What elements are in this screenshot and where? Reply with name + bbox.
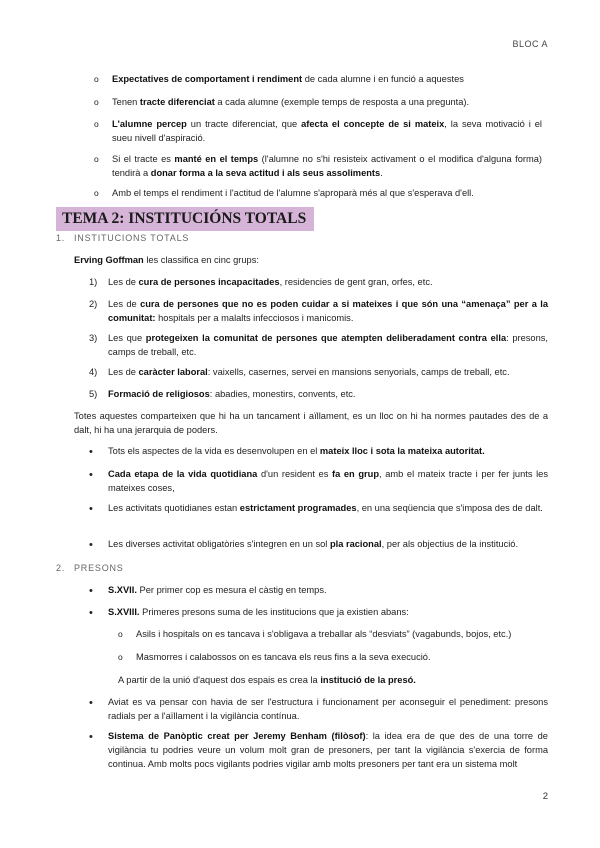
section-heading-2 [56, 562, 124, 576]
bold-text: estrictament programades [239, 503, 357, 513]
list-number: 2) [89, 299, 98, 309]
rich-text [136, 652, 431, 662]
presons-subitem [118, 651, 546, 665]
text-run: Masmorres i calabossos on es tancava els reus fins a la seva execució. [136, 652, 431, 662]
group-item [89, 366, 548, 380]
bold-text: donar forma a la seva actitud i als seus assoliments [150, 167, 381, 178]
summary-paragraph: Totes aquestes comparteixen que hi ha un tancament i aïllament, es un lloc on hi ha normes pautades des de a dalt, hi ha una jerarquia de poders. [74, 411, 548, 435]
rich-text [74, 255, 259, 265]
intro-item [94, 73, 542, 87]
list-marker: o [94, 119, 99, 129]
list-number: 3) [89, 333, 98, 343]
text-run: : vaixells, casernes, servei en mansions senyorials, camps de treball, etc. [207, 367, 510, 377]
bold-text: Cada etapa de la vida quotidiana [108, 469, 258, 479]
section-title: PRESONS [74, 563, 124, 573]
bullet: • [89, 503, 93, 515]
presons-item [89, 606, 548, 620]
text-run: Les diverses activitat obligatòries s'integren en un sol [108, 539, 330, 549]
intro-item [94, 118, 542, 146]
intro-item [94, 153, 542, 181]
bullet: • [89, 539, 93, 551]
bullet: • [89, 697, 93, 709]
bullet: • [89, 585, 93, 597]
bold-text: fa en grup [332, 469, 380, 479]
feature-item [89, 445, 548, 459]
text-run: les classifica en cinc grups: [143, 255, 259, 265]
text-run: Les de [108, 367, 139, 377]
bullet: • [89, 446, 93, 458]
list-marker: o [94, 97, 99, 107]
list-number: 1) [89, 277, 98, 287]
group-item [89, 388, 548, 402]
text-run: Asils i hospitals on es tancava i s'obligava a treballar als “desviats” (vagabunds, bojos, etc.) [136, 629, 512, 639]
page-number: 2 [542, 791, 548, 802]
bold-text: L'alumne percep [112, 119, 187, 129]
text-run: : abadies, monestirs, convents, etc. [209, 389, 356, 399]
bold-text: afecta el concepte de si mateix [301, 119, 445, 129]
list-marker: o [94, 74, 99, 84]
group-item [89, 276, 548, 290]
bullet: • [89, 469, 93, 481]
text-run: Les de [108, 277, 139, 287]
rich-text [108, 446, 485, 456]
bold-text: S.XVII. [108, 585, 137, 595]
list-number: 5) [89, 389, 98, 399]
presons-item [89, 696, 548, 724]
text-run: Si el tracte es [112, 154, 175, 164]
bold-text: Formació de religiosos [108, 389, 210, 399]
text-run: Les de [108, 299, 141, 309]
bold-text: Expectatives de comportament i rendiment [112, 74, 303, 84]
goffman-intro [74, 254, 548, 268]
text-run: : presons, camps de treball, etc. [108, 333, 549, 357]
list-marker: o [94, 154, 99, 164]
text-run: Primeres presons suma de les institucions que ja existien abans: [139, 607, 409, 617]
list-marker: o [118, 629, 123, 639]
text-run: Tenen [112, 97, 140, 107]
bold-text: Erving Goffman [74, 255, 144, 265]
text-run: Aviat es va pensar con havia de ser l'estructura i funcionament per aconseguir el penediment: presons radials per a l'aïllament i la vigilància contínua. [108, 697, 548, 721]
rich-text [112, 119, 542, 143]
bold-text: protegeixen la comunitat de persones que atempten deliberadament contra ella [145, 333, 507, 343]
text-run: Per primer cop es mesura el càstig en temps. [136, 585, 327, 595]
tema-heading: TEMA 2: INSTITUCIÓNS TOTALS [56, 207, 314, 231]
text-run: , residencies de gent gran, orfes, etc. [279, 277, 433, 287]
rich-text [108, 299, 548, 323]
text-run: Tots els aspectes de la vida es desenvolupen en el [108, 446, 320, 456]
text-run: d'un resident es [257, 469, 332, 479]
feature-item [89, 538, 548, 552]
text-run: un tracte diferenciat, que [186, 119, 302, 129]
presons-item [89, 584, 548, 598]
rich-text [108, 607, 409, 617]
rich-text [108, 539, 518, 549]
section-heading-1 [56, 232, 189, 246]
list-marker: o [94, 188, 99, 198]
text-run: : la idea era de que des de una torre de vigilància tu podries veure un volum molt gran de presoners, per tant la vigilància s'exercia de forma continua. Amb molts pocs vigilants podries vigilar amb molts presoners per tant era un sistema molt [108, 731, 548, 769]
bold-text: pla racional [329, 539, 382, 549]
rich-text [108, 367, 510, 377]
rich-text [108, 503, 543, 513]
bold-text: Sistema de Panòptic creat per Jeremy Benham (filòsof) [108, 731, 366, 741]
rich-text [108, 697, 548, 721]
rich-text [108, 469, 548, 493]
text-run: , per als objectius de la institució. [381, 539, 519, 549]
text-run: , la seva motivació i el sueu nivell d'aspiració. [112, 119, 542, 143]
bold-text: tracte diferenciat [139, 97, 215, 107]
section-number: 1. [56, 233, 66, 243]
rich-text [136, 629, 511, 639]
presons-subitem [118, 628, 546, 642]
bold-text: mateix lloc i sota la mateixa autoritat. [319, 446, 485, 456]
bold-text: manté en el temps [174, 154, 259, 164]
bullet: • [89, 607, 93, 619]
text-run: A partir de la unió d'aquest dos espais es crea la [118, 675, 321, 685]
rich-text [108, 333, 548, 357]
bold-text: cura de persones que no es poden cuidar a si mateixes i que són una “amenaça” per a la comunitat: [108, 299, 548, 323]
feature-item [89, 468, 549, 496]
group-item [89, 298, 548, 326]
rich-text [112, 154, 542, 178]
text-run: de cada alumne i en funció a aquestes [302, 74, 464, 84]
text-run: Amb el temps el rendiment i l'actitud de l'alumne s'aproparà més al que s'esperava d'ell. [112, 188, 474, 198]
rich-text [108, 731, 548, 769]
text-run: a cada alumne (exemple temps de resposta a una pregunta). [214, 97, 470, 107]
intro-item [94, 187, 542, 201]
bold-text: S.XVIII. [108, 607, 140, 617]
list-number: 4) [89, 367, 98, 377]
rich-text [108, 585, 327, 595]
bullet: • [89, 731, 93, 743]
rich-text [112, 74, 464, 84]
rich-text [108, 277, 433, 287]
text-run: (l'alumne no s'hi resisteix activament o el modifica d'alguna forma) tendirà a [112, 154, 542, 178]
section-number: 2. [56, 563, 66, 573]
text-run: . [380, 167, 383, 178]
section-title: INSTITUCIONS TOTALS [74, 233, 190, 243]
intro-item [94, 96, 542, 110]
text-run: , amb el mateix tracte i per fer junts les mateixes coses, [108, 469, 549, 493]
text-run: Les que [108, 333, 146, 343]
bold-text: caràcter laboral [138, 367, 208, 377]
rich-text [108, 389, 356, 399]
list-marker: o [118, 652, 123, 662]
page-header: BLOC A [512, 39, 548, 49]
text-run: hospitals per a malalts infecciosos i manicomis. [155, 312, 354, 323]
bold-text: institució de la presó. [320, 675, 416, 685]
rich-text [118, 675, 416, 685]
presons-note [118, 674, 548, 688]
bold-text: cura de persones incapacitades [138, 277, 280, 287]
presons-item [89, 730, 548, 772]
rich-text [112, 188, 474, 198]
text-run: , en una seqüencia que s'imposa des de dalt. [356, 503, 543, 513]
group-item [89, 332, 549, 360]
rich-text [112, 97, 469, 107]
feature-item [89, 502, 548, 516]
text-run: Les activitats quotidianes estan [108, 503, 240, 513]
